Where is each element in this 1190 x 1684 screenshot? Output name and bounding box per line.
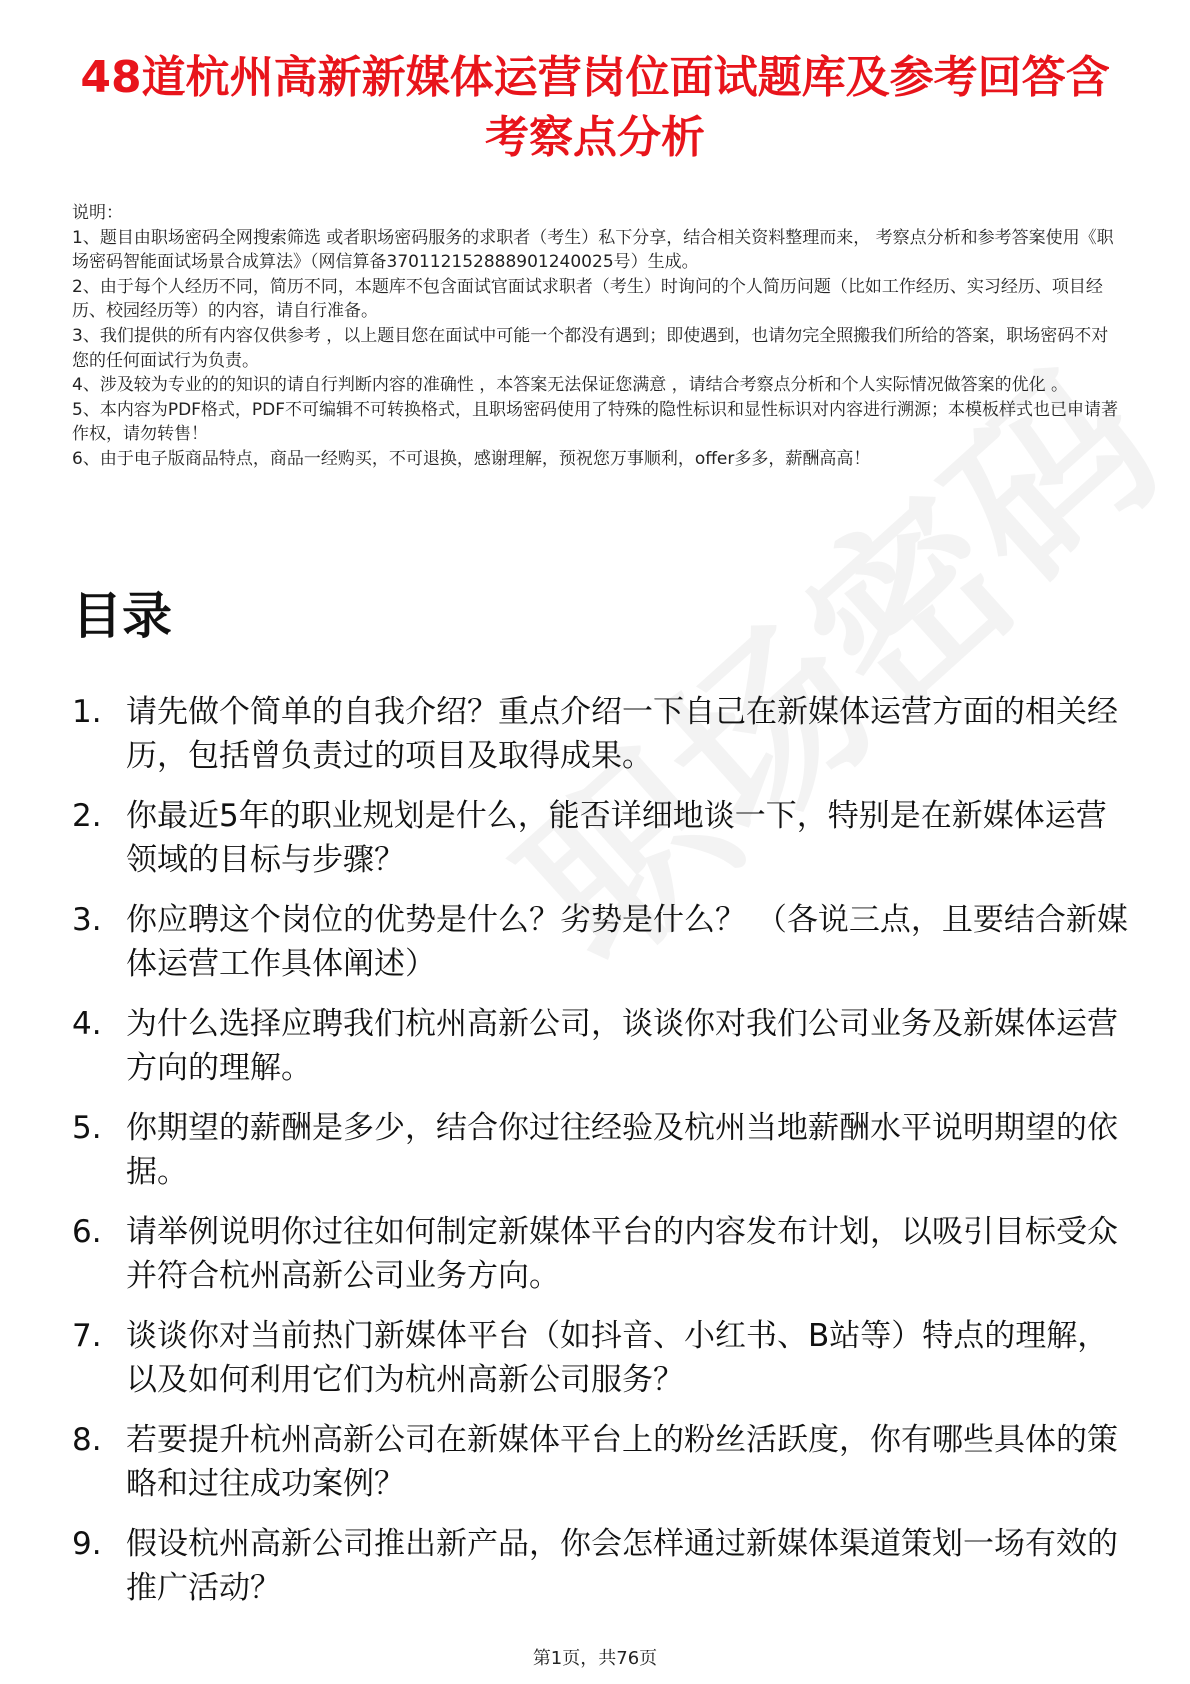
note-item: 5、本内容为PDF格式，PDF不可编辑不可转换格式，且职场密码使用了特殊的隐性标识和显性标识对内容进行溯源；本模板样式也已申请著作权，请勿转售！ (72, 399, 1119, 445)
toc-item-text: 请举例说明你过往如何制定新媒体平台的内容发布计划，以吸引目标受众并符合杭州高新公司业务方向。 (126, 1214, 1118, 1294)
toc-item-number: 4. (72, 1006, 102, 1042)
toc-item-text: 你应聘这个岗位的优势是什么？劣势是什么？ （各说三点，且要结合新媒体运营工作具体阐述） (126, 902, 1128, 982)
toc-list (72, 690, 1132, 1626)
toc-item-number: 8. (72, 1422, 102, 1458)
toc-item[interactable] (72, 794, 1132, 882)
toc-item-text: 你最近5年的职业规划是什么，能否详细地谈一下，特别是在新媒体运营领域的目标与步骤？ (126, 798, 1107, 878)
note-item: 2、由于每个人经历不同，简历不同，本题库不包含面试官面试求职者（考生）时询问的个人简历问题（比如工作经历、实习经历、项目经历、校园经历等）的内容，请自行准备。 (72, 276, 1103, 322)
toc-item-number: 7. (72, 1318, 102, 1354)
toc-item-number: 9. (72, 1526, 102, 1562)
notes-heading: 说明： (72, 203, 123, 223)
toc-item[interactable] (72, 1522, 1132, 1610)
note-item: 1、题目由职场密码全网搜索筛选 或者职场密码服务的求职者（考生）私下分享，结合相关资料整理而来， 考察点分析和参考答案使用《职场密码智能面试场景合成算法》（网信算备370112152888901240025号）生成。 (72, 227, 1114, 273)
toc-item-number: 3. (72, 902, 102, 938)
note-item: 6、由于电子版商品特点，商品一经购买，不可退换，感谢理解，预祝您万事顺利，offer多多，薪酬高高！ (72, 448, 871, 469)
toc-item-text: 请先做个简单的自我介绍？重点介绍一下自己在新媒体运营方面的相关经历，包括曾负责过的项目及取得成果。 (126, 694, 1118, 774)
note-item: 4、涉及较为专业的的知识的请自行判断内容的准确性 ，本答案无法保证您满意 ，请结合考察点分析和个人实际情况做答案的优化 。 (72, 375, 1069, 396)
page-footer: 第1页，共76页 (532, 1648, 658, 1669)
toc-item-text: 假设杭州高新公司推出新产品，你会怎样通过新媒体渠道策划一场有效的推广活动？ (126, 1526, 1118, 1606)
toc-item-number: 5. (72, 1110, 102, 1146)
toc-heading: 目录 (72, 587, 172, 645)
toc-item-text: 你期望的薪酬是多少，结合你过往经验及杭州当地薪酬水平说明期望的依据。 (126, 1110, 1118, 1190)
toc-item-number: 2. (72, 798, 102, 834)
toc-item[interactable] (72, 1106, 1132, 1194)
toc-item[interactable] (72, 1314, 1132, 1402)
toc-item[interactable] (72, 1418, 1132, 1506)
document-title: 48道杭州高新新媒体运营岗位面试题库及参考回答含考察点分析 (80, 52, 1110, 163)
toc-item[interactable] (72, 898, 1132, 986)
note-item: 3、我们提供的所有内容仅供参考 ，以上题目您在面试中可能一个都没有遇到；即使遇到，也请勿完全照搬我们所给的答案，职场密码不对您的任何面试行为负责。 (72, 325, 1109, 371)
toc-item-text: 谈谈你对当前热门新媒体平台（如抖音、小红书、B站等）特点的理解，以及如何利用它们为杭州高新公司服务？ (126, 1318, 1109, 1398)
toc-item[interactable] (72, 1210, 1132, 1298)
toc-item-text: 若要提升杭州高新公司在新媒体平台上的粉丝活跃度，你有哪些具体的策略和过往成功案例？ (126, 1422, 1118, 1502)
notes-section (72, 201, 1122, 472)
toc-item-number: 1. (72, 694, 102, 730)
toc-item-text: 为什么选择应聘我们杭州高新公司，谈谈你对我们公司业务及新媒体运营方向的理解。 (126, 1006, 1118, 1086)
toc-item[interactable] (72, 690, 1132, 778)
toc-item[interactable] (72, 1002, 1132, 1090)
toc-item-number: 6. (72, 1214, 102, 1250)
